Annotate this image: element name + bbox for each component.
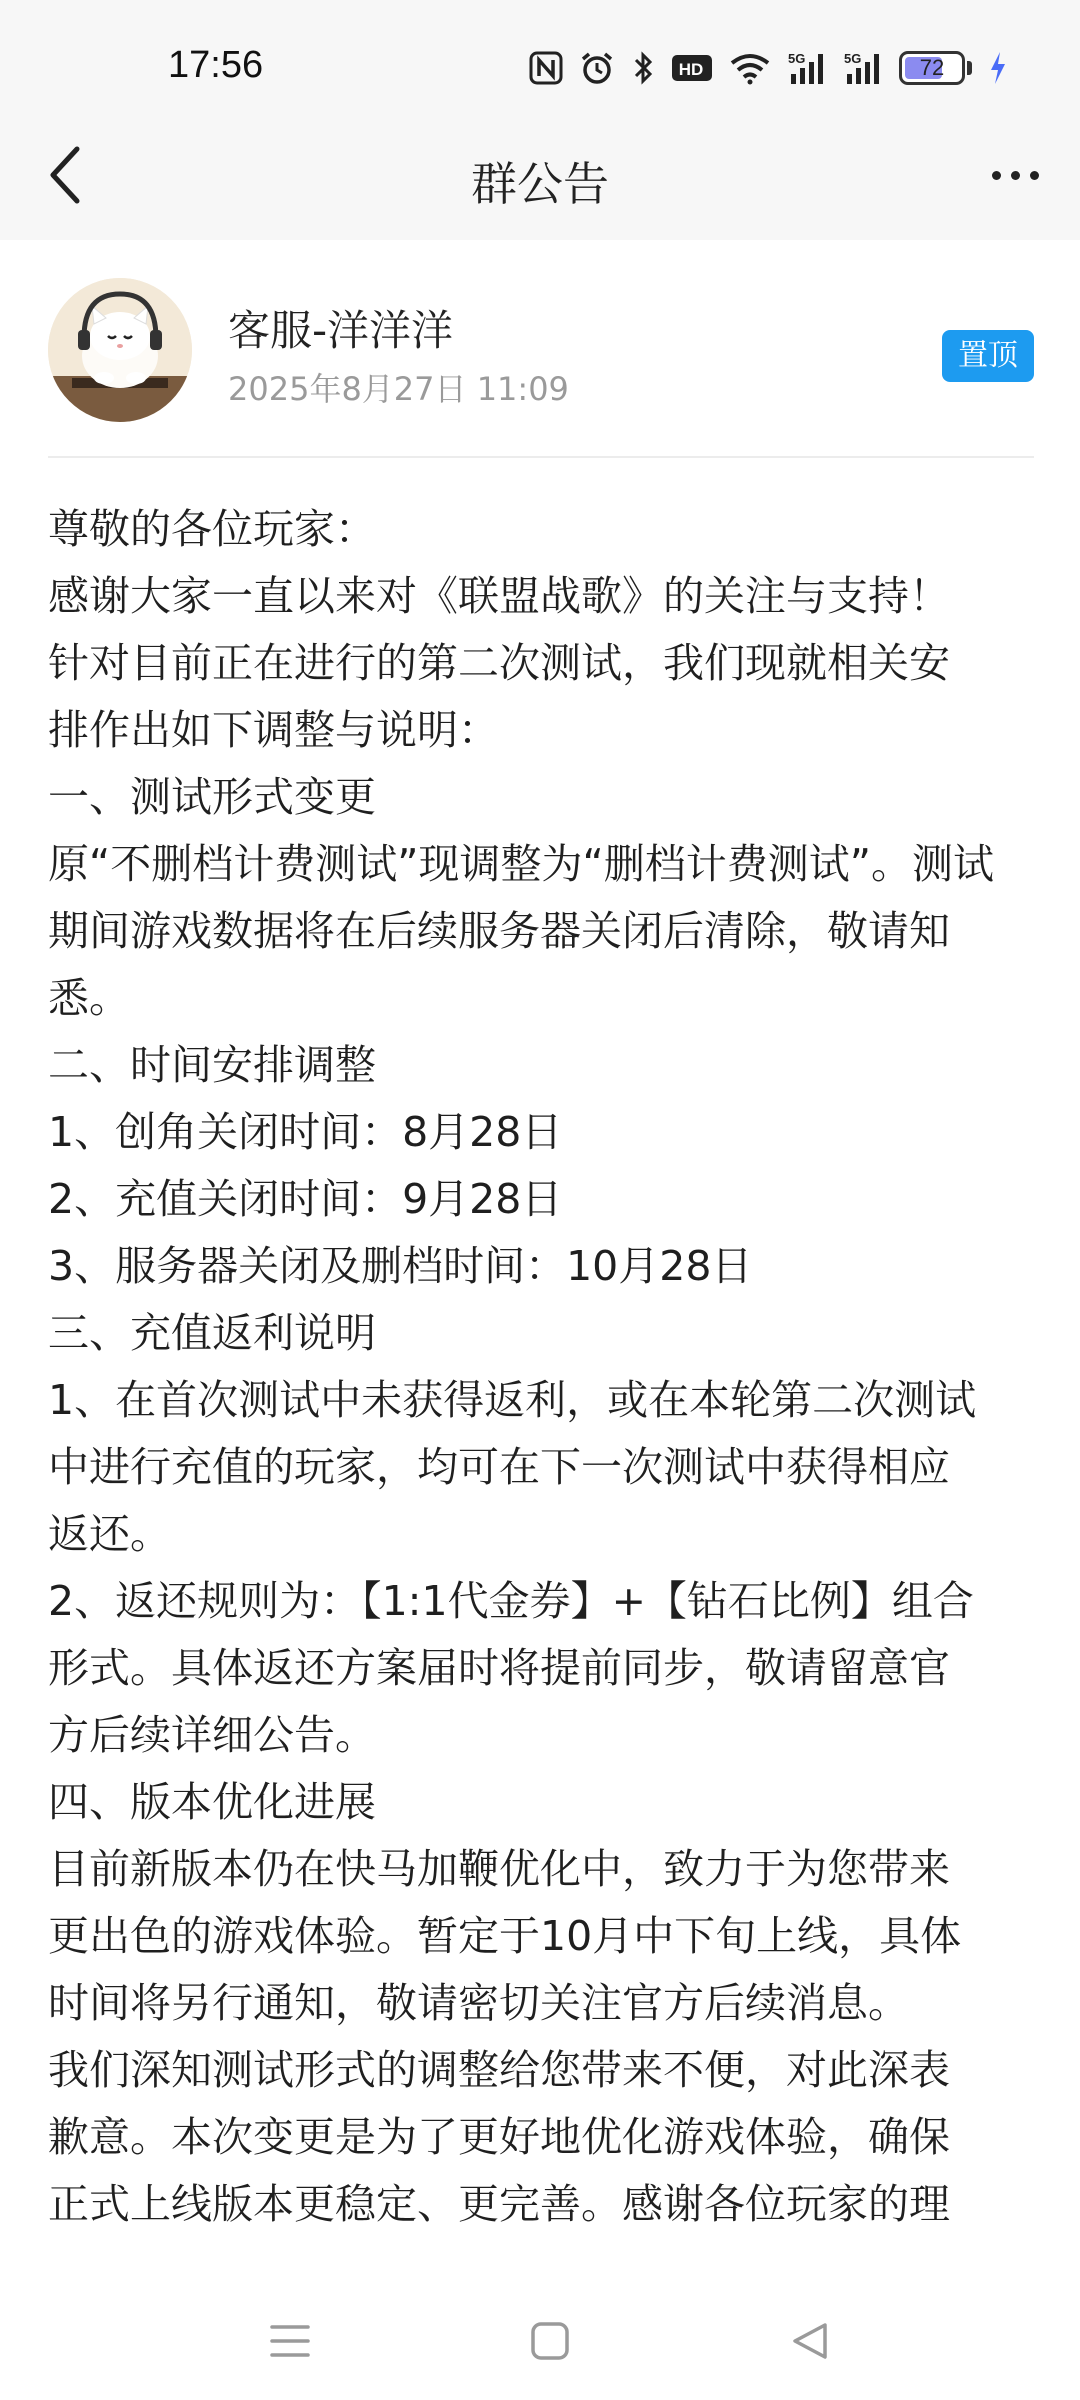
announcement-line: 形式。具体返还方案届时将提前同步，敬请留意官 xyxy=(48,1644,950,1692)
announcement-line: 感谢大家一直以来对《联盟战歌》的关注与支持！ xyxy=(48,572,950,620)
announcement-line: 目前新版本仍在快马加鞭优化中，致力于为您带来 xyxy=(48,1845,950,1893)
page-title: 群公告 xyxy=(471,157,609,211)
status-icons xyxy=(529,46,1008,90)
announcement-line: 3、服务器关闭及删档时间：10月28日 xyxy=(48,1242,753,1290)
announcement-line: 期间游戏数据将在后续服务器关闭后清除，敬请知 xyxy=(48,907,950,955)
avatar[interactable] xyxy=(48,278,192,422)
charging-icon xyxy=(988,46,1008,90)
announcement-line: 更出色的游戏体验。暂定于10月中下旬上线，具体 xyxy=(48,1912,962,1960)
system-back-button[interactable] xyxy=(775,2306,845,2376)
signal-5g-icon xyxy=(787,46,827,90)
author-name[interactable]: 客服-洋洋洋 xyxy=(228,306,454,355)
announcement-line: 尊敬的各位玩家： xyxy=(48,505,376,553)
announcement-line: 2、返还规则为：【1:1代金券】+【钻石比例】组合 xyxy=(48,1577,974,1625)
title-bar xyxy=(0,110,1080,240)
svg-text:HD: HD xyxy=(678,60,704,79)
svg-text:5G: 5G xyxy=(844,51,862,66)
announcement-line: 悉。 xyxy=(48,974,130,1022)
announcement-line: 针对目前正在进行的第二次测试，我们现就相关安 xyxy=(48,639,950,687)
more-horizontal-icon xyxy=(992,171,1001,180)
announcement-line: 中进行充值的玩家，均可在下一次测试中获得相应 xyxy=(48,1443,950,1491)
announcement-line: 2、充值关闭时间：9月28日 xyxy=(48,1175,563,1223)
announcement-line: 四、版本优化进展 xyxy=(48,1778,376,1826)
divider xyxy=(48,456,1034,458)
announcement-header xyxy=(0,240,1080,460)
bluetooth-icon xyxy=(631,46,655,90)
announcement-line: 二、时间安排调整 xyxy=(48,1041,376,1089)
status-bar xyxy=(0,0,1080,110)
announcement-line: 1、在首次测试中未获得返利，或在本轮第二次测试 xyxy=(48,1376,977,1424)
announcement-body xyxy=(48,496,1038,2238)
navigation-bar xyxy=(0,2280,1080,2400)
announcement-line: 原“不删档计费测试”现调整为“删档计费测试”。测试 xyxy=(48,840,994,888)
menu-icon xyxy=(269,2323,311,2359)
back-icon xyxy=(790,2321,830,2361)
battery-icon xyxy=(899,46,972,90)
nfc-icon xyxy=(529,46,563,90)
announcement-line: 排作出如下调整与说明： xyxy=(48,706,499,754)
wifi-icon xyxy=(729,46,771,90)
recent-apps-button[interactable] xyxy=(255,2306,325,2376)
announcement-line: 正式上线版本更稳定、更完善。感谢各位玩家的理 xyxy=(48,2180,950,2228)
announcement-line: 1、创角关闭时间：8月28日 xyxy=(48,1108,563,1156)
status-time: 17:56 xyxy=(168,44,264,86)
battery-level: 72 xyxy=(919,55,945,80)
announcement-line: 返还。 xyxy=(48,1510,171,1558)
home-button[interactable] xyxy=(515,2306,585,2376)
announcement-line: 我们深知测试形式的调整给您带来不便，对此深表 xyxy=(48,2046,950,2094)
announcement-line: 三、充值返利说明 xyxy=(48,1309,376,1357)
home-icon xyxy=(530,2321,570,2361)
signal-5g-icon xyxy=(843,46,883,90)
announcement-line: 歉意。本次变更是为了更好地优化游戏体验，确保 xyxy=(48,2113,950,2161)
announcement-line: 一、测试形式变更 xyxy=(48,773,376,821)
more-button[interactable] xyxy=(980,144,1050,206)
post-date: 2025年8月27日 11:09 xyxy=(228,370,569,408)
svg-text:5G: 5G xyxy=(788,51,806,66)
announcement-line: 时间将另行通知，敬请密切关注官方后续消息。 xyxy=(48,1979,909,2027)
hd-icon xyxy=(671,46,713,90)
pinned-badge: 置顶 xyxy=(942,330,1034,382)
announcement-line: 方后续详细公告。 xyxy=(48,1711,376,1759)
alarm-icon xyxy=(579,46,615,90)
